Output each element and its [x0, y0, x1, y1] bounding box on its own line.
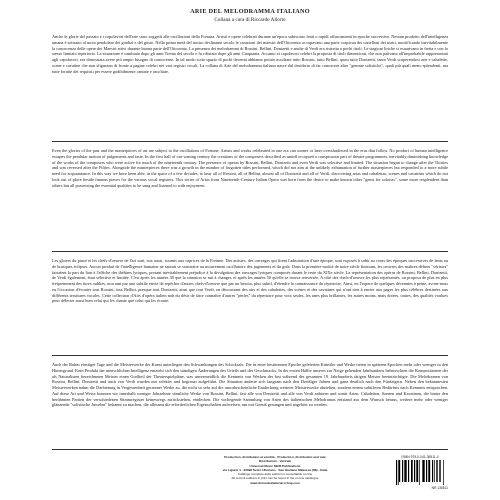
series-editor: Collana a cura di Riccardo Allorto [214, 17, 286, 23]
barcode-icon [396, 460, 444, 485]
divider [52, 355, 448, 356]
divider [52, 141, 448, 142]
french-text: Les gloires du passé et les chefs-d'oeuvre de l'art sont, eux aussi, soumis aux caprices de la Fortune. Des artistes, des ouvrages qui firent l'admiration d'une époque, sont exposés à subir au cours des époques successives de lents ou de brusques éclipses. Aucun produit de l'intelligence humaine ne saurait se soustraire au mouvement oscillatoire des jugements et du goût. Dans la première moitié de notre siècle finissant, les oeuvres des maîtres définis "véristes" faisaient la part du lion à l'affiche des théâtres lyriques, portant inévitablement préjudice à la divulgation des ouvrages lyriques composés durant le reste du XIXe siècle. La représentation des opéras de Rossini, Bellini, Donizetti, de Verdi également, était sélective et limitée. C'est après les années 30 que la situation se mit à changer, et après les années 50 qu'elle se trouva renversée. A côté des chefs-d'oeuvre les plus représentés, on proposa de plus en plus fréquemment des titres oubliés, non tant par une subtile envie de repêcher d'autres chefs-d'oeuvre que par un besoin, plus subtil, d'étendre la connaissance du répertoire. Ainsi, en l'espace de quelques décennies à peine, avons-nous eu l'occasion d'écouter tout Rossini, tout Bellini, presque tout Donizetti, ainsi que tout Verdi, en découvrant des airs et des cabalettes, des scènes et des cavatines qui n'ont rien à envier aux pages les plus célèbres destinées aux différents tessitures vocales. Cette collection d'Airs d'opéra italien naît du désir de faire connaître d'autres "perles" du répertoire pour voix seules, les unes plus brillantes, les autres moins, mais dotées, toutes, des qualités voulues pour délecter aussi bien celui qui les chante que celui qui les écoute. [52, 258, 448, 304]
credit-line: All current editions in print can be found in the on line catalogue [231, 476, 319, 481]
credit-line: via Liguria 4 - 20098 Sesto Ulteriano - San Giuliano Milanese (MI) - Italia [222, 467, 328, 472]
divider [52, 251, 448, 252]
credit-line: Universal Music MGB Publications [249, 463, 301, 468]
publisher-credits [200, 455, 350, 485]
product-code: NR 136511 [431, 486, 448, 490]
german-text: Auch der Ruhm einstiger Tage und die Meisterwerke der Kunst unterliegen den Schwankungen des Schicksals. Die in einer bestimmten Epoche gefeierten Künstler und Werke treten in späteren Epochen mehr oder weniger in den Hintergrund. Kein Produkt der menschlichen Intelligenz entzieht sich den ständigen Änderungen des Urteils und des Geschmacks. In der ersten Hälfte unseres zur Neige gehenden Jahrhunderts beherrschten die Kompositionen der als Naturalisten bezeichneten Meister einen Großteil der Theaterspielpläne, was unvermeidlich die Kenntnis von Werken der fast während des gesamten 19. Jahrhunderts tätigen Meister beeinträchtigte. Die Melodramen von Rossini, Bellini, Donizetti und auch von Verdi wurden nur selektiv und begrenzt aufgeführt. Die Situation änderte sich langsam nach den Dreißiger Jahren und ganz deutlich nach den Fünfzigern. Neben den bekanntesten Meisterwerken nahm die Darbietung in Vergessenheit geratener Werke zu, die nicht so sehr auf die unwahrscheinliche Entdeckung weiterer Meisterwerke abzielten, sondern einem subtileren Bedürfnis nach Kenntnis entsprachen. Auf diese Art und Weise konnten wir innerhalb weniger Jahrzehnte sämtliche Werke von Rossini, Bellini, fast alle von Donizetti und alle von Verdi anhören und somit Arien, Cabaletten, Szenen und Kavatinen, die hinter den berühmten Partien der verschiedenen Stimmregister keineswegs zurückstehen, entdecken. Die vorliegende Sammlung von Arien des italienischen Melodramas entstand aus dem Wunsch heraus, weitere mehr oder weniger glänzende "solistische Juwelen" bekannt zu machen, die allesamt die erforderlichen Eigenschaften aufweisen, um mit Genuß gesungen und angehört zu werden. [52, 362, 448, 408]
divider [52, 449, 448, 450]
barcode-block [392, 455, 448, 493]
series-title: ARIE DEL MELODRAMMA ITALIANO [190, 8, 310, 15]
credit-line: Distribución - Vertrieb [258, 459, 292, 464]
isbn-label: ISMN 979-0-041-36511-4 [401, 455, 439, 459]
website: www.durandsalabertarschng.com [250, 480, 300, 485]
credit-line: Production, distribution et vendita - Production, distribution and sale [224, 455, 326, 459]
credit-line: Catalogo completo delle edizioni è consultabile on line [237, 472, 313, 477]
italian-text: Anche le glorie del passato e i capolavori dell'arte sono soggetti alle oscillazioni della Fortuna. Artisti e opere celebrati durante un'epoca subiscono lenti o rapidi offuscamenti in epoche successive. Nessun prodotto dell'intelligenza umana è sottratto al moto pendolare dei giudizi e del gusto. Nella prima metà del nostro declinante secolo le creazioni dei maestri dell'Ottocento occupavano una parte cospicua dei cartelloni dei teatri, mortificando inevitabilmente la conoscenza delle opere dei Maestri attivi durante buona parte dell'Ottocento. La presenza dei melodrammi di Rossini, Bellini, Donizetti e anche di Verdi era ristretta a pochi titoli. Le stagioni liriche si esaurivano in fretta e con lo stesso limitato repertorio. La situazione è cambiata dopo gli anni Trenta del secolo e fu rifiutata dopo gli anni Cinquanta. Accanto ai capolavori celebri la proposta di titoli dimenticati, che non pativano all'improbabile rappresentati agli capolavori, era dimostrata avere più ampio bisogno di conoscerne. In tal modo sotto spazio di pochi decenni abbiamo potuto ascoltare tutto Rossini, tutto Bellini, quasi tutto Donizetti, tanto Verdi scuperendosi arie e cabalette, scene e cavatine che non sfigurano di fronte a pagine celebri nei vari registri vocali. La collana di Arie del melodramma italiano nasce dal desiderio di far conoscere altre "gemme solistiche", quali più quali meno splendenti, ma tutte fornite dei requisiti per essere godibilmente cantate e ascoltate. [52, 34, 448, 74]
english-text: Even the glories of the past and the masterpieces of art are subject to the oscillations of Fortune. Artists and works celebrated in one era can sooner or later overshadowed in the eras that follow. No product of human intelligence escapes the pendular motion of judgements and taste. In the first half of our waning century the creations of the composers described as uninfl occupied a conspicuous part of theatre programmes, inevitably diminishing knowledge of the works of the composers who were active for much of the nineteenth century. The presence of operas by Rossini, Bellini, Donizetti and even Verdi was selective and limited. The situation began to change after the Thirties and was reversed after the Fifties. Alongside the masterpieces there was a growth in the number of forgotten titles performed, which did not aim at the unlikely exhumation of further masterpieces but responded to a more subtle need for acquaintance. In this way we have been able, in the space of a few decades, to hear all of Rossini, all of Bellini, almost all of Donizetti and all of Verdi, discovering arias and cabalettas, scenes and cavatinas which do not look out of place beside famous pieces for the various vocal registers. This series of Arias from Nineteenth-Century Italian Opera was born from the desire to make known other "gems for soloists", some more resplendent than others but all possessing the essential qualities to be sung and listened to with enjoyment. [52, 148, 448, 188]
